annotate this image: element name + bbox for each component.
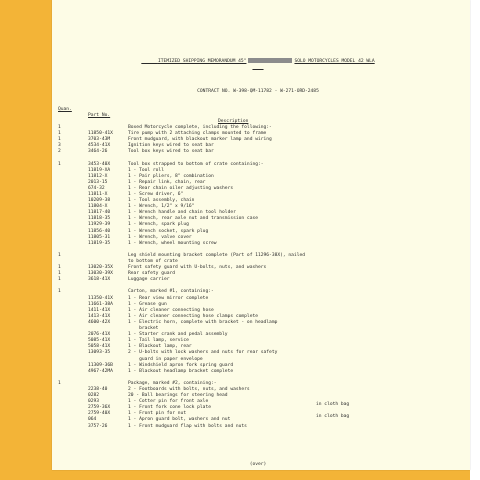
- item-description: 1 - Wrench, 1/2" x 9/16": [128, 204, 195, 210]
- scan-border-left: [0, 0, 52, 480]
- cloth-bag-note: in cloth bag: [316, 402, 350, 408]
- item-part-number: 4534-41X: [88, 143, 111, 149]
- scan-border-right: [470, 0, 480, 480]
- item-part-number: 3757-26: [88, 423, 108, 429]
- item-part-number: 3453-40X: [88, 161, 111, 167]
- item-description: 1 - Wrench, wheel mounting screw: [128, 240, 217, 246]
- item-description: 1 - Wrench handle and chain tool holder: [128, 210, 236, 216]
- item-list: [58, 125, 466, 430]
- item-part-number: 674-32: [88, 185, 105, 191]
- item-description: 1 - Starter crank and pedal assembly: [128, 332, 228, 338]
- item-description: 2 - Footboards with bolts, nuts, and washers: [128, 386, 250, 392]
- title-suffix: SOLO MOTORCYCLES MODEL 42 WLA: [294, 59, 375, 65]
- item-description: 1 - Pair pliers, 8" combination: [128, 173, 214, 179]
- item-part-number: 11804-X: [88, 204, 108, 210]
- item-part-number: 11350-41X: [88, 295, 113, 301]
- item-description: 1 - Apron guard bolt, washers and nut: [128, 417, 231, 423]
- item-part-number: 13093-35: [88, 350, 111, 356]
- item-part-number: 2076-41X: [88, 332, 111, 338]
- item-part-number: 4600-42X: [88, 319, 111, 325]
- item-part-number: 2759-40X: [88, 411, 111, 417]
- item-description: 1 - Front pin for nut: [128, 411, 187, 417]
- item-description: to bottom of crate: [128, 259, 178, 264]
- item-part-number: 2759-36X: [88, 405, 111, 411]
- item-description: Front mudguard, with blackout marker lamp and wiring: [128, 137, 272, 143]
- item-part-number: 11805-31: [88, 234, 111, 240]
- item-part-number: 11811-X: [88, 191, 108, 197]
- item-quantity: 1: [58, 137, 61, 143]
- item-description: Ignition keys wired to seat bar: [128, 143, 214, 149]
- item-description: 1 - Tool roll: [128, 167, 164, 173]
- item-part-number: 11929-39: [88, 222, 111, 228]
- item-part-number: 11309-36B: [88, 362, 113, 368]
- item-description: Tool box keys wired to seat bar: [128, 149, 214, 155]
- item-quantity: 1: [58, 380, 61, 386]
- cloth-bag-note: in cloth bag: [316, 414, 350, 420]
- item-part-number: 13030-39X: [88, 271, 113, 277]
- item-description: 1 - Wrench, spark plug: [128, 222, 189, 228]
- item-quantity: 1: [58, 289, 61, 295]
- item-description: Carton, marked #1, containing:-: [128, 289, 214, 295]
- item-part-number: 2013-15: [88, 179, 108, 185]
- over-note: (over): [249, 462, 267, 467]
- item-part-number: 064: [88, 417, 97, 423]
- item-part-number: 11819-XA: [88, 167, 111, 173]
- document-body: [58, 40, 466, 467]
- item-description: 1 - Rear chain oiler adjusting washers: [128, 185, 234, 191]
- item-part-number: 11856-40: [88, 228, 111, 234]
- item-quantity: 3: [58, 143, 61, 149]
- item-description: 1 - Tool assembly, chain: [128, 198, 195, 204]
- item-part-number: 1413-41X: [88, 313, 111, 319]
- item-description: 1 - Repair link, chain, rear: [128, 179, 206, 185]
- item-part-number: 3703-43M: [88, 137, 111, 143]
- item-description: Tire pump with 2 attaching clamps mounted to frame: [128, 131, 267, 137]
- item-part-number: 11819-35: [88, 240, 111, 246]
- item-description: 2 - U-bolts with lock washers and nuts for rear safety: [128, 350, 278, 356]
- contract-number: CONTRACT NO. W-398-QM-11782 - W-271-ORD-2485: [197, 88, 319, 94]
- item-part-number: 11850-41X: [88, 131, 113, 137]
- item-part-number: 4967-42MA: [88, 368, 113, 374]
- item-description: bracket: [128, 326, 159, 332]
- item-description: 1 - Rear view mirror complete: [128, 295, 209, 301]
- item-part-number: 13020-35X: [88, 265, 113, 271]
- item-description: 1 - Front mudguard flap with bolts and nuts: [128, 423, 247, 429]
- item-quantity: 1: [58, 277, 61, 283]
- item-description: Tool box strapped to bottom of crate containing:-: [128, 161, 264, 167]
- item-description: 1 - Windshield apron fork spring guard: [128, 362, 234, 368]
- item-part-number: 2238-40: [88, 386, 108, 392]
- item-description: 1 - Tail lamp, service: [128, 338, 189, 344]
- item-description: Luggage carrier: [128, 277, 170, 283]
- contract-line: [58, 76, 466, 94]
- item-quantity: 2: [58, 149, 61, 155]
- item-part-number: 0293: [88, 399, 100, 405]
- item-description: 1 - Air cleaner connecting hose clamps complete: [128, 313, 258, 319]
- item-description: Package, marked #2, containing:-: [128, 380, 217, 386]
- item-description: 1 - Electric horn, complete with bracket - on headlamp: [128, 319, 278, 325]
- column-headers: [58, 101, 466, 124]
- item-description: Leg shield mounting bracket complete (Part of 11296-38X), nailed: [128, 252, 306, 258]
- column-header-quan: Quan.: [58, 106, 72, 112]
- title-prefix: ITEMIZED SHIPPING MEMORANDUM 45": [157, 59, 247, 65]
- item-quantity: 1: [58, 124, 61, 130]
- item-part-number: 3618-41X: [88, 277, 111, 283]
- column-header-part: Part No.: [88, 112, 111, 118]
- item-description: 1 - Wrench, rear axle nut and transmission case: [128, 216, 258, 222]
- item-part-number: 11817-40: [88, 210, 111, 216]
- item-part-number: 0282: [88, 393, 100, 399]
- item-part-number: 11812-X: [88, 173, 108, 179]
- item-part-number: 11661-38A: [88, 301, 113, 307]
- item-description: 20 - Ball bearings for steering head: [128, 393, 228, 399]
- item-description: guard in paper envelope: [128, 356, 203, 362]
- item-quantity: 1: [58, 265, 61, 271]
- item-description: 1 - Air cleaner connecting hose: [128, 307, 214, 313]
- item-description: 1 - Blackout lamp, rear: [128, 344, 192, 350]
- item-part-number: 5085-41X: [88, 338, 111, 344]
- document-title: [58, 52, 466, 65]
- item-row: [58, 424, 466, 430]
- column-header-description: Description: [218, 118, 249, 124]
- item-quantity: 1: [58, 131, 61, 137]
- item-description: 1 - Front fork cone lock plate: [128, 405, 211, 411]
- item-part-number: 11818-35: [88, 216, 111, 222]
- item-description: Front safety guard with U-bolts, nuts, and washers: [128, 265, 267, 271]
- item-part-number: 10209-38: [88, 198, 111, 204]
- item-description: 1 - Cotter pin for front axle: [128, 399, 209, 405]
- item-description: 1 - Wrench socket, spark plug: [128, 228, 209, 234]
- redaction-bar: [248, 58, 292, 63]
- item-quantity: 1: [58, 271, 61, 277]
- item-part-number: 5058-41X: [88, 344, 111, 350]
- item-description: 1 - Blackout headlamp bracket complete: [128, 368, 234, 374]
- item-part-number: 1411-41X: [88, 307, 111, 313]
- item-description: 1 - Grease gun: [128, 301, 167, 307]
- item-description: 1 - Wrench, valve cover: [128, 234, 192, 240]
- item-description: Rear safety guard: [128, 271, 176, 277]
- item-quantity: 1: [58, 252, 61, 258]
- item-description: 1 - Screw driver, 6": [128, 191, 184, 197]
- item-quantity: 1: [58, 161, 61, 167]
- footer-line: [58, 450, 466, 467]
- item-part-number: 3464-26: [88, 149, 108, 155]
- item-description: Boxed Motorcycle complete, including the following:-: [128, 124, 272, 130]
